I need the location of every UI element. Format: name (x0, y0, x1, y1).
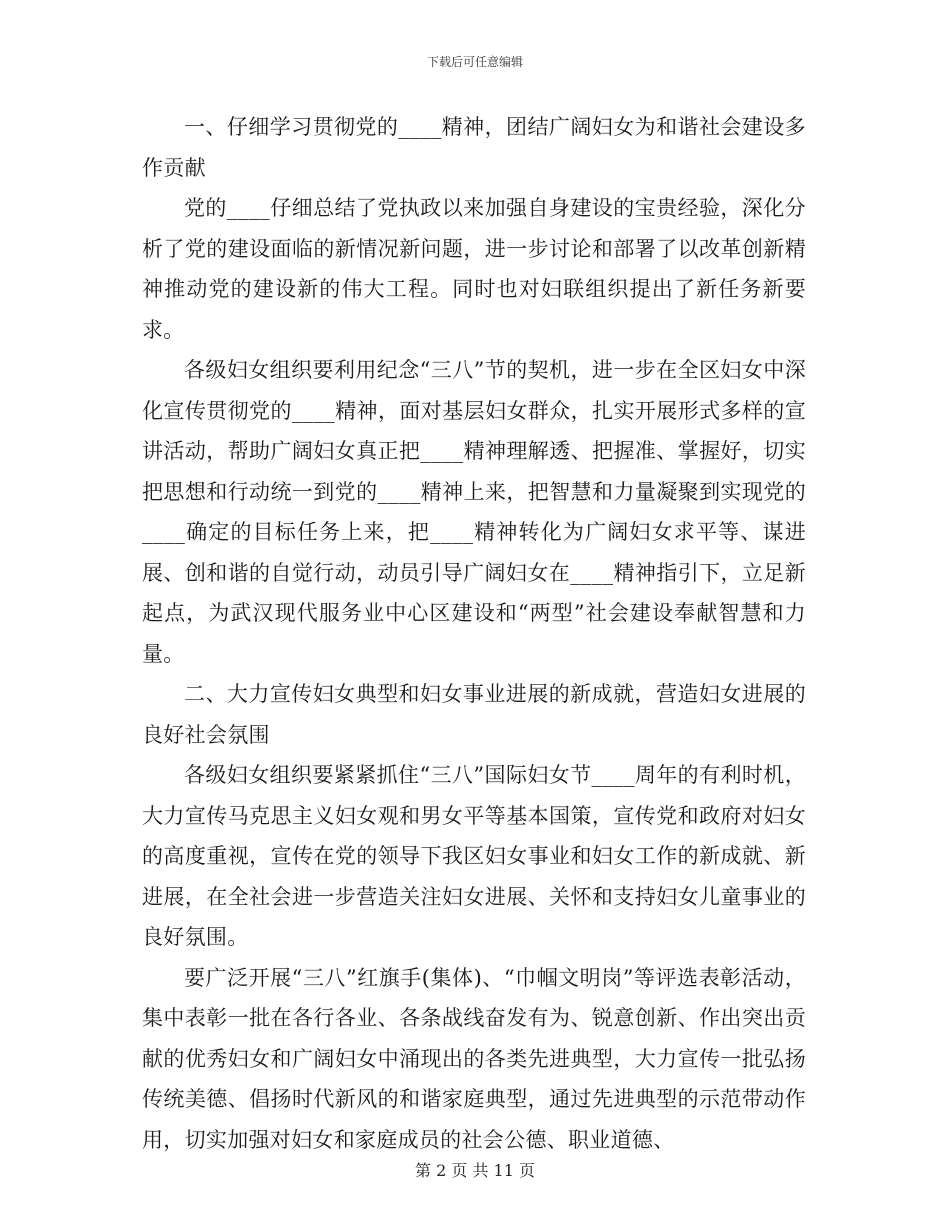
page-number: 第 2 页 共 11 页 (415, 1161, 535, 1180)
heading-section-2: 二、大力宣传妇女典型和妇女事业进展的新成就，营造妇女进展的良好社会氛围 (142, 682, 806, 747)
paragraph: 各级妇女组织要利用纪念“三八”节的契机，进一步在全区妇女中深化宣传贯彻党的____精神，面对基层妇女群众，扎实开展形式多样的宣讲活动，帮助广阔妇女真正把____精神理解透、把握准、掌握好，切实把思想和行动统一到党的____精神上来，把智慧和力量凝聚到实现党的____确定的目标任务上来，把____精神转化为广阔妇女求平等、谋进展、创和谐的自觉行动，动员引导广阔妇女在____精神指引下，立足新起点，为武汉现代服务业中心区建设和“两型”社会建设奉献智慧和力量。 (142, 358, 806, 666)
paragraph: 各级妇女组织要紧紧抓住“三八”国际妇女节____周年的有利时机，大力宣传马克思主义妇女观和男女平等基本国策，宣传党和政府对妇女的高度重视，宣传在党的领导下我区妇女事业和妇女工作的新成就、新进展，在全社会进一步营造关注妇女进展、关怀和支持妇女儿童事业的良好氛围。 (142, 763, 806, 949)
document-body (142, 107, 806, 1160)
heading-section-1: 一、仔细学习贯彻党的____精神，团结广阔妇女为和谐社会建设多作贡献 (142, 115, 806, 180)
paragraph: 要广泛开展“三八”红旗手(集体)、“巾帼文明岗”等评选表彰活动，集中表彰一批在各行各业、各条战线奋发有为、锐意创新、作出突出贡献的优秀妇女和广阔妇女中涌现出的各类先进典型，大力宣传一批弘扬传统美德、倡扬时代新风的和谐家庭典型，通过先进典型的示范带动作用，切实加强对妇女和家庭成员的社会公德、职业道德、 (142, 965, 806, 1152)
header-note: 下载后可任意编辑 (426, 55, 523, 69)
paragraph: 党的____仔细总结了党执政以来加强自身建设的宝贵经验，深化分析了党的建设面临的新情况新问题，进一步讨论和部署了以改革创新精神推动党的建设新的伟大工程。同时也对妇联组织提出了新任务新要求。 (142, 196, 806, 342)
